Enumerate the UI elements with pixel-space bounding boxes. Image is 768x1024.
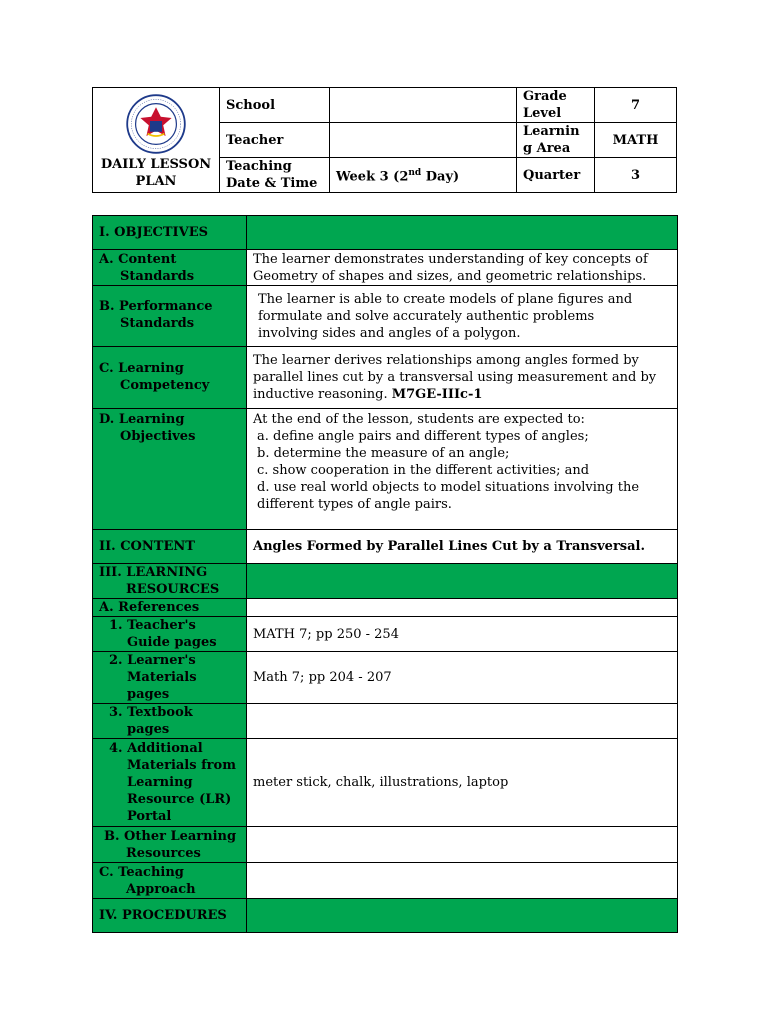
procedures-value: [247, 899, 678, 933]
learning-competency-label: C. Learning Competency: [93, 347, 247, 409]
date-time-label: Teaching Date & Time: [220, 158, 330, 193]
doc-title-line1: DAILY LESSON: [100, 157, 212, 172]
content-standards-label: A. Content Standards: [93, 250, 247, 286]
other-resources-label: B. Other Learning Resources: [93, 827, 247, 863]
table-row: [93, 347, 678, 409]
learning-resources-value: [247, 564, 678, 599]
school-value[interactable]: [330, 88, 517, 123]
table-row: [93, 530, 678, 564]
additional-materials-value[interactable]: meter stick, chalk, illustrations, laptop: [247, 739, 678, 827]
table-row: [93, 250, 678, 286]
logo-title-cell: [93, 88, 220, 193]
objectives-label: I. OBJECTIVES: [93, 216, 247, 250]
textbook-value[interactable]: [247, 704, 678, 739]
deped-seal-icon: [126, 94, 186, 154]
competency-code: M7GE-IIIc-1: [391, 387, 483, 402]
learners-materials-label: 2. Learner's Materials pages: [93, 652, 247, 704]
date-time-value[interactable]: Week 3 (2nd Day): [330, 158, 517, 193]
table-row: [93, 704, 678, 739]
table-row: [93, 409, 678, 530]
learning-area-label: Learnin g Area: [517, 123, 595, 158]
content-standards-value[interactable]: The learner demonstrates understanding of key concepts of Geometry of shapes and sizes, and geometric relationships.: [247, 250, 678, 286]
table-row: [93, 827, 678, 863]
textbook-label: 3. Textbook pages: [93, 704, 247, 739]
additional-materials-label: 4. Additional Materials from Learning Resource (LR) Portal: [93, 739, 247, 827]
performance-standards-label: B. Performance Standards: [93, 286, 247, 347]
teacher-label: Teacher: [220, 123, 330, 158]
learning-area-value[interactable]: MATH: [595, 123, 677, 158]
table-row: [93, 739, 678, 827]
table-row: [93, 599, 678, 617]
content-label: II. CONTENT: [93, 530, 247, 564]
table-row: [93, 617, 678, 652]
header-table: [92, 87, 677, 193]
learning-objectives-value[interactable]: At the end of the lesson, students are expected to: a. define angle pairs and different types of angles; b. determine the measure of an angle; c. show cooperation in the different activities; and d. use real world objects to model situations involving the different types of angle pairs.: [247, 409, 678, 530]
procedures-label: IV. PROCEDURES: [93, 899, 247, 933]
grade-label: Grade Level: [517, 88, 595, 123]
table-row: [93, 564, 678, 599]
learning-competency-value[interactable]: The learner derives relationships among angles formed by parallel lines cut by a transversal using measurement and by inductive reasoning. M7GE-IIIc-1: [247, 347, 678, 409]
learning-objectives-label: D. Learning Objectives: [93, 409, 247, 530]
references-label: A. References: [93, 599, 247, 617]
learners-materials-value[interactable]: Math 7; pp 204 - 207: [247, 652, 678, 704]
quarter-value[interactable]: 3: [595, 158, 677, 193]
teachers-guide-label: 1. Teacher's Guide pages: [93, 617, 247, 652]
teachers-guide-value[interactable]: MATH 7; pp 250 - 254: [247, 617, 678, 652]
learning-resources-label: III. LEARNING RESOURCES: [93, 564, 247, 599]
lesson-plan-table: [92, 215, 678, 933]
teaching-approach-value[interactable]: [247, 863, 678, 899]
table-row: [93, 899, 678, 933]
other-resources-value[interactable]: [247, 827, 678, 863]
table-row: [93, 652, 678, 704]
table-row: [93, 216, 678, 250]
doc-title-line2: PLAN: [135, 174, 177, 189]
grade-value[interactable]: 7: [595, 88, 677, 123]
references-value[interactable]: [247, 599, 678, 617]
teaching-approach-label: C. Teaching Approach: [93, 863, 247, 899]
content-value[interactable]: Angles Formed by Parallel Lines Cut by a Transversal.: [247, 530, 678, 564]
quarter-label: Quarter: [517, 158, 595, 193]
performance-standards-value[interactable]: The learner is able to create models of plane figures and formulate and solve accurately authentic problems involving sides and angles of a polygon.: [247, 286, 678, 347]
teacher-value[interactable]: [330, 123, 517, 158]
school-label: School: [220, 88, 330, 123]
table-row: [93, 863, 678, 899]
objectives-value: [247, 216, 678, 250]
table-row: [93, 286, 678, 347]
